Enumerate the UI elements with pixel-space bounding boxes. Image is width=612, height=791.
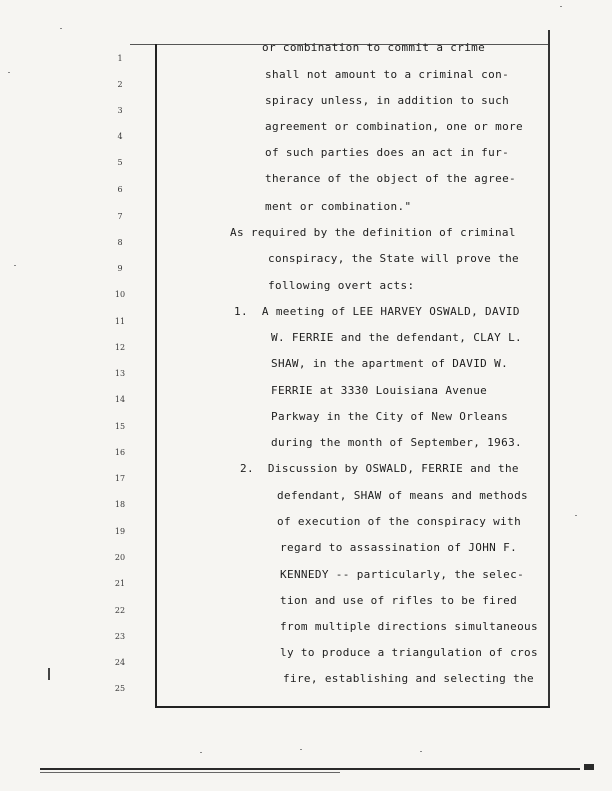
text-line: therance of the object of the agree- [265, 172, 517, 185]
line-number: 14 [114, 395, 126, 404]
text-line: FERRIE at 3330 Louisiana Avenue [271, 384, 488, 397]
line-number: 10 [114, 290, 126, 299]
text-line: As required by the definition of criminal [230, 226, 516, 239]
line-number: 12 [114, 343, 126, 352]
line-number: 16 [114, 448, 126, 457]
text-line: from multiple directions simultaneous [280, 620, 538, 633]
text-line: agreement or combination, one or more [265, 120, 523, 133]
line-number: 20 [114, 553, 126, 562]
line-number: 23 [114, 632, 126, 641]
line-number: 25 [114, 684, 126, 693]
line-number: 11 [114, 317, 126, 326]
line-number: 7 [117, 212, 123, 221]
line-number: 9 [117, 264, 123, 273]
scan-artifact-speck [60, 28, 62, 29]
line-number: 8 [117, 238, 123, 247]
scan-artifact-speck [300, 749, 302, 750]
text-line: conspiracy, the State will prove the [268, 252, 520, 265]
line-number: 1 [117, 54, 123, 63]
text-line: of such parties does an act in fur- [265, 146, 510, 159]
line-number: 3 [117, 106, 123, 115]
text-line: following overt acts: [268, 279, 415, 292]
text-line: shall not amount to a criminal con- [265, 68, 510, 81]
text-line: ment or combination." [265, 200, 412, 213]
text-line: during the month of September, 1963. [271, 436, 523, 449]
page-margin-rule-right [548, 30, 550, 706]
line-number: 15 [114, 422, 126, 431]
line-number: 21 [114, 579, 126, 588]
text-line: tion and use of rifles to be fired [280, 594, 518, 607]
text-line: spiracy unless, in addition to such [265, 94, 510, 107]
text-line: KENNEDY -- particularly, the selec- [280, 568, 525, 581]
line-number: 19 [114, 527, 126, 536]
scan-artifact-speck [420, 751, 422, 752]
line-number: 17 [114, 474, 126, 483]
scan-artifact-speck [8, 72, 10, 73]
scan-artifact-mark [584, 764, 594, 770]
scan-artifact-mark [48, 668, 50, 680]
text-line: of execution of the conspiracy with [277, 515, 522, 528]
scan-artifact-speck [560, 6, 562, 7]
page-margin-rule-left [155, 44, 157, 707]
text-line: or combination to commit a crime [262, 41, 486, 54]
text-line: 2. Discussion by OSWALD, FERRIE and the [240, 462, 519, 475]
line-number: 4 [117, 132, 123, 141]
line-number: 2 [117, 80, 123, 89]
line-number: 5 [117, 158, 123, 167]
scan-artifact-line [40, 772, 340, 773]
line-number: 13 [114, 369, 126, 378]
text-line: W. FERRIE and the defendant, CLAY L. [271, 331, 523, 344]
scan-artifact-speck [200, 752, 202, 753]
text-line: ly to produce a triangulation of cros [280, 646, 538, 659]
line-number: 18 [114, 500, 126, 509]
line-number: 22 [114, 606, 126, 615]
line-number: 24 [114, 658, 126, 667]
scan-artifact-speck [14, 265, 16, 266]
scan-artifact-line [40, 768, 580, 770]
scan-artifact-speck [575, 515, 577, 516]
line-number: 6 [117, 185, 123, 194]
text-line: SHAW, in the apartment of DAVID W. [271, 357, 509, 370]
text-line: defendant, SHAW of means and methods [277, 489, 529, 502]
text-line: 1. A meeting of LEE HARVEY OSWALD, DAVID [234, 305, 520, 318]
text-line: fire, establishing and selecting the [283, 672, 535, 685]
page-border-bottom [155, 706, 550, 708]
text-line: Parkway in the City of New Orleans [271, 410, 509, 423]
text-line: regard to assassination of JOHN F. [280, 541, 518, 554]
